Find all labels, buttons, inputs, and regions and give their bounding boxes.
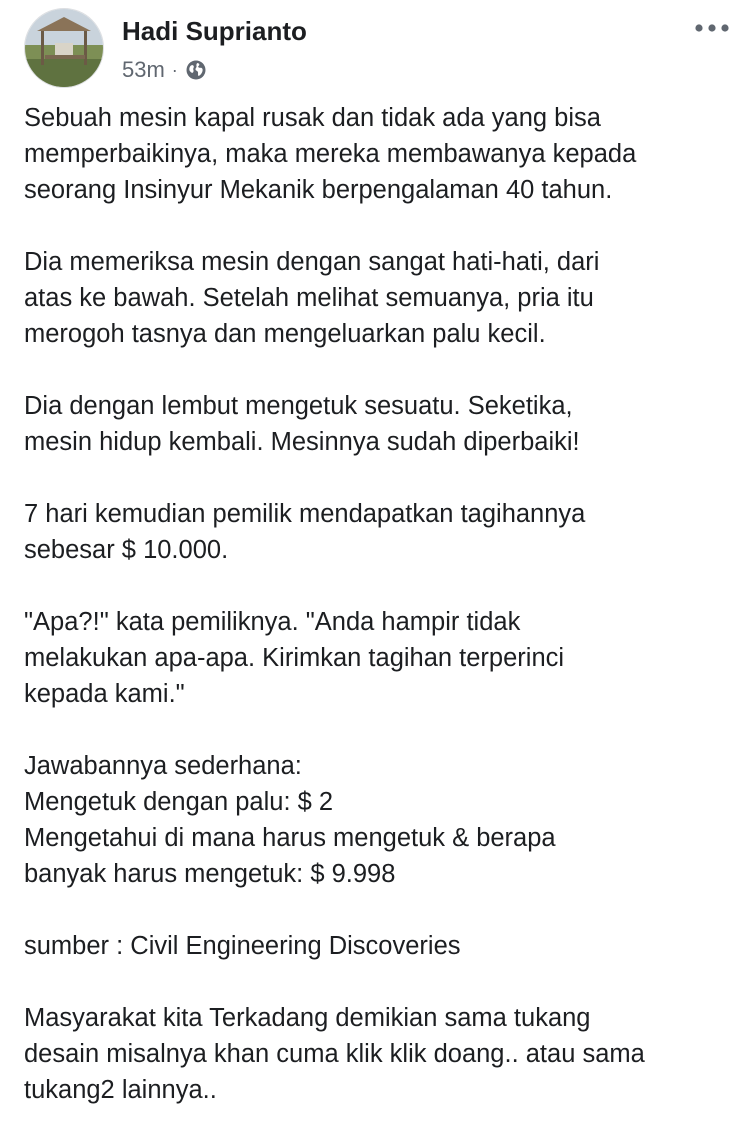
avatar[interactable] <box>24 8 104 88</box>
avatar-photo <box>25 9 103 87</box>
post-timestamp[interactable]: 53m <box>122 57 165 82</box>
post-paragraph: Dia memeriksa mesin dengan sangat hati-hati, dari atas ke bawah. Setelah melihat semuanya, pria itu merogoh tasnya dan mengeluarkan palu kecil. <box>24 248 600 348</box>
post-paragraph: 7 hari kemudian pemilik mendapatkan tagihannya sebesar $ 10.000. <box>24 500 586 564</box>
post-paragraph: Masyarakat kita Terkadang demikian sama tukang desain misalnya khan cuma klik klik doang.. atau sama tukang2 lainnya.. <box>24 1004 645 1104</box>
post-paragraph: Sebuah mesin kapal rusak dan tidak ada yang bisa memperbaikinya, maka mereka membawanya kepada seorang Insinyur Mekanik berpengalaman 40 tahun. <box>24 104 637 204</box>
more-horizontal-icon <box>695 24 729 32</box>
author-name[interactable]: Hadi Suprianto <box>122 16 307 46</box>
globe-icon[interactable] <box>185 59 207 81</box>
post-header <box>0 0 750 100</box>
post-paragraph: Dia dengan lembut mengetuk sesuatu. Seketika, mesin hidup kembali. Mesinnya sudah diperbaiki! <box>24 392 580 456</box>
more-options-button[interactable] <box>688 14 736 42</box>
post-meta <box>122 56 207 84</box>
meta-separator: · <box>171 59 178 80</box>
post-paragraph: sumber : Civil Engineering Discoveries <box>24 932 461 960</box>
post-paragraph: Jawabannya sederhana: Mengetuk dengan palu: $ 2 Mengetahui di mana harus mengetuk & berapa banyak harus mengetuk: $ 9.998 <box>24 752 556 888</box>
post-paragraph: "Apa?!" kata pemiliknya. "Anda hampir tidak melakukan apa-apa. Kirimkan tagihan terperinci kepada kami." <box>24 608 565 708</box>
post-text <box>24 100 734 1108</box>
